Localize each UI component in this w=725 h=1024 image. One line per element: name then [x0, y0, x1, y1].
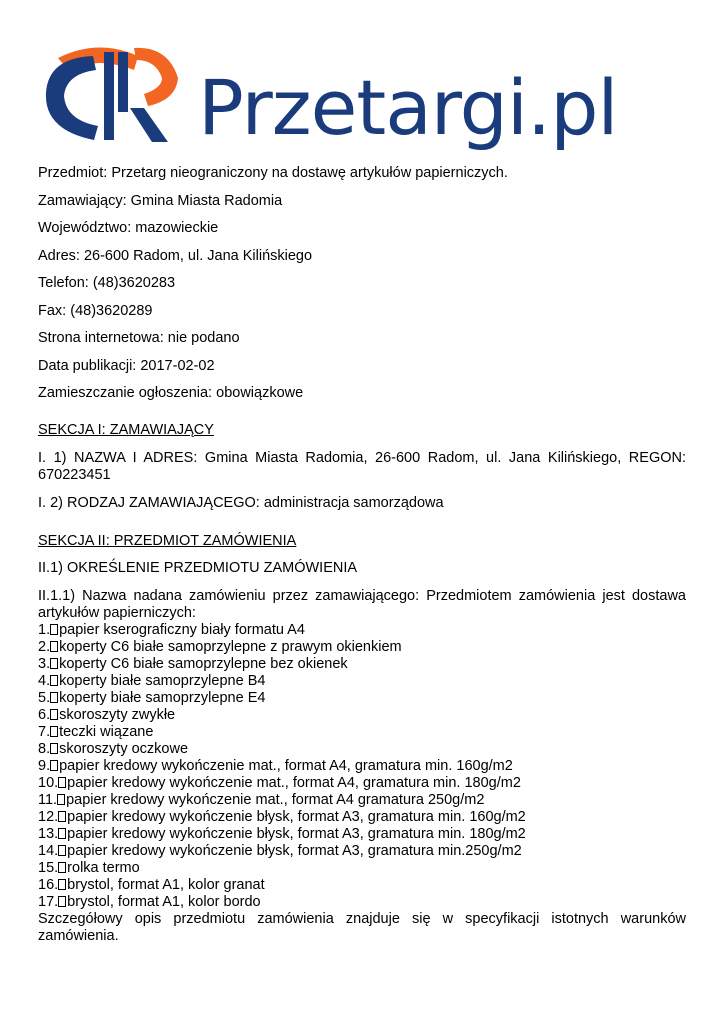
- przetargi-logo: [38, 38, 618, 153]
- bullet-box-icon: [50, 726, 58, 737]
- list-item: 16. brystol, format A1, kolor granat: [38, 877, 265, 893]
- bullet-box-icon: [50, 658, 58, 669]
- meta-voivodeship: Województwo: mazowieckie: [38, 220, 219, 236]
- notice-content: [38, 164, 686, 945]
- list-item: 8. skoroszyty oczkowe: [38, 741, 189, 757]
- bullet-box-icon: [58, 828, 66, 839]
- list-item: 5. koperty białe samoprzylepne E4: [38, 690, 266, 706]
- section-2-outro: Szczegółowy opis przedmiotu zamówienia znajduje się w specyfikacji istotnych warunków zamówienia.: [38, 911, 686, 944]
- meta-block: [38, 164, 686, 402]
- logo-text: Przetargi.pl: [198, 63, 618, 152]
- items-list: [38, 622, 686, 911]
- bullet-box-icon: [50, 624, 58, 635]
- list-item: 15. rolka termo: [38, 860, 140, 876]
- bullet-box-icon: [57, 794, 65, 805]
- list-item: 9. papier kredowy wykończenie mat., format A4, gramatura min. 160g/m2: [38, 758, 513, 774]
- bullet-box-icon: [50, 743, 58, 754]
- list-item: 3. koperty C6 białe samoprzylepne bez okienek: [38, 656, 348, 672]
- list-item: 1. papier kserograficzny biały formatu A4: [38, 622, 305, 638]
- section-2-title: SEKCJA II: PRZEDMIOT ZAMÓWIENIA: [38, 533, 297, 549]
- bullet-box-icon: [50, 641, 58, 652]
- list-item: 10. papier kredowy wykończenie mat., format A4, gramatura min. 180g/m2: [38, 775, 521, 791]
- meta-phone: Telefon: (48)3620283: [38, 275, 176, 291]
- list-item: 7. teczki wiązane: [38, 724, 154, 740]
- bullet-box-icon: [58, 896, 66, 907]
- przetargi-logo-mark: [38, 38, 198, 153]
- list-item: 13. papier kredowy wykończenie błysk, format A3, gramatura min. 180g/m2: [38, 826, 526, 842]
- bullet-box-icon: [50, 760, 58, 771]
- meta-subject: Przedmiot: Przetarg nieograniczony na dostawę artykułów papierniczych.: [38, 165, 508, 181]
- section-1-title: SEKCJA I: ZAMAWIAJĄCY: [38, 422, 214, 438]
- bullet-box-icon: [58, 845, 66, 856]
- bullet-box-icon: [58, 879, 66, 890]
- bullet-box-icon: [50, 692, 58, 703]
- meta-contracting-authority: Zamawiający: Gmina Miasta Radomia: [38, 192, 283, 209]
- list-item: 12. papier kredowy wykończenie błysk, format A3, gramatura min. 160g/m2: [38, 809, 526, 825]
- bullet-box-icon: [58, 777, 66, 788]
- list-item: 2. koperty C6 białe samoprzylepne z prawym okienkiem: [38, 639, 402, 655]
- bullet-box-icon: [50, 675, 58, 686]
- list-item: 14. papier kredowy wykończenie błysk, format A3, gramatura min.250g/m2: [38, 843, 522, 859]
- list-item: 4. koperty białe samoprzylepne B4: [38, 673, 266, 689]
- meta-website: Strona internetowa: nie podano: [38, 330, 240, 346]
- meta-address: Adres: 26-600 Radom, ul. Jana Kilińskiego: [38, 247, 313, 264]
- bullet-box-icon: [58, 811, 66, 822]
- meta-fax: Fax: (48)3620289: [38, 302, 153, 319]
- bullet-box-icon: [50, 709, 58, 720]
- meta-notice-type: Zamieszczanie ogłoszenia: obowiązkowe: [38, 385, 304, 401]
- meta-publication-date: Data publikacji: 2017-02-02: [38, 357, 215, 374]
- list-item: 6. skoroszyty zwykłe: [38, 707, 176, 723]
- section-2-intro: II.1.1) Nazwa nadana zamówieniu przez zamawiającego: Przedmiotem zamówienia jest dostawa artykułów papierniczych:: [38, 588, 686, 621]
- list-item: 17. brystol, format A1, kolor bordo: [38, 894, 261, 910]
- list-item: 11. papier kredowy wykończenie mat., format A4 gramatura 250g/m2: [38, 792, 485, 808]
- section-1-authority-type: I. 2) RODZAJ ZAMAWIAJĄCEGO: administracja samorządowa: [38, 495, 444, 511]
- section-2-subtitle: II.1) OKREŚLENIE PRZEDMIOTU ZAMÓWIENIA: [38, 560, 358, 576]
- bullet-box-icon: [58, 862, 66, 873]
- section-1-name-address: I. 1) NAZWA I ADRES: Gmina Miasta Radomia, 26-600 Radom, ul. Jana Kilińskiego, REGON: 670223451: [38, 450, 686, 483]
